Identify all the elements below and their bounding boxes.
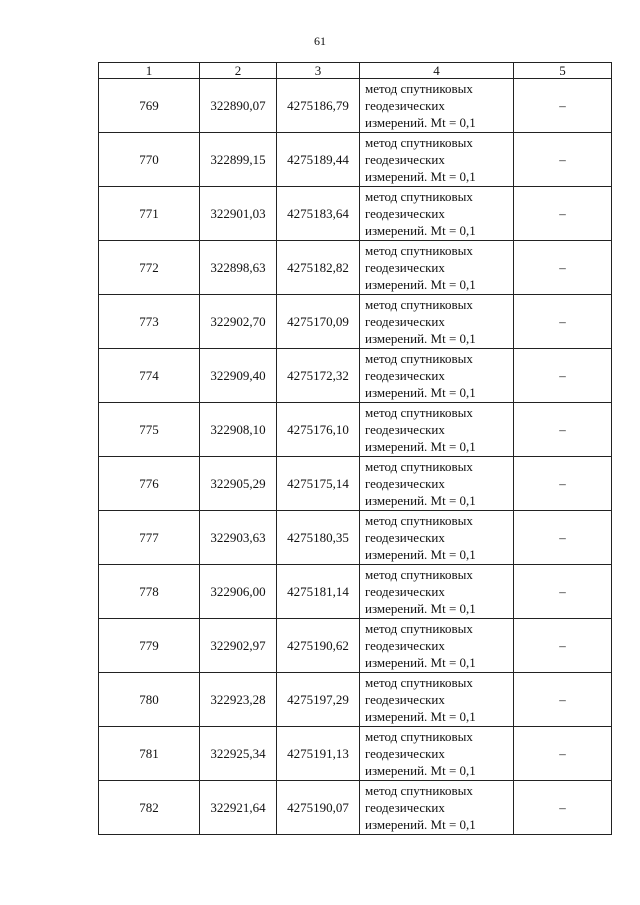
y-coordinate-cell: 4275190,07 [277, 781, 360, 835]
method-line: измерений. Mt = 0,1 [365, 331, 476, 346]
note-cell: – [514, 79, 612, 133]
note-cell: – [514, 187, 612, 241]
note-cell: – [514, 457, 612, 511]
method-line: метод спутниковых [365, 729, 473, 744]
table-row [99, 295, 612, 349]
method-line: измерений. Mt = 0,1 [365, 223, 476, 238]
method-line: метод спутниковых [365, 783, 473, 798]
point-number-cell: 769 [99, 79, 200, 133]
y-coordinate-cell: 4275172,32 [277, 349, 360, 403]
method-cell [360, 241, 514, 295]
header-col-4: 4 [360, 63, 514, 79]
note-cell: – [514, 349, 612, 403]
method-cell [360, 457, 514, 511]
y-coordinate-cell: 4275197,29 [277, 673, 360, 727]
method-cell [360, 295, 514, 349]
y-coordinate-cell: 4275191,13 [277, 727, 360, 781]
x-coordinate-cell: 322921,64 [200, 781, 277, 835]
x-coordinate-cell: 322909,40 [200, 349, 277, 403]
method-line: метод спутниковых [365, 297, 473, 312]
x-coordinate-cell: 322890,07 [200, 79, 277, 133]
table-row [99, 79, 612, 133]
method-line: измерений. Mt = 0,1 [365, 547, 476, 562]
method-cell [360, 349, 514, 403]
method-line: метод спутниковых [365, 351, 473, 366]
table-row [99, 673, 612, 727]
method-line: измерений. Mt = 0,1 [365, 709, 476, 724]
note-cell: – [514, 511, 612, 565]
point-number-cell: 777 [99, 511, 200, 565]
method-line: метод спутниковых [365, 189, 473, 204]
method-cell [360, 187, 514, 241]
point-number-cell: 776 [99, 457, 200, 511]
header-col-1: 1 [99, 63, 200, 79]
table-header [99, 63, 612, 79]
method-cell [360, 619, 514, 673]
method-cell [360, 727, 514, 781]
method-cell [360, 511, 514, 565]
method-line: метод спутниковых [365, 513, 473, 528]
note-cell: – [514, 727, 612, 781]
method-line: измерений. Mt = 0,1 [365, 115, 476, 130]
method-cell [360, 403, 514, 457]
table-row [99, 133, 612, 187]
note-cell: – [514, 241, 612, 295]
table-row [99, 565, 612, 619]
method-line: геодезических [365, 692, 445, 707]
method-line: геодезических [365, 152, 445, 167]
x-coordinate-cell: 322902,70 [200, 295, 277, 349]
point-number-cell: 778 [99, 565, 200, 619]
method-line: измерений. Mt = 0,1 [365, 439, 476, 454]
method-line: метод спутниковых [365, 459, 473, 474]
table-row [99, 241, 612, 295]
point-number-cell: 779 [99, 619, 200, 673]
method-line: метод спутниковых [365, 81, 473, 96]
y-coordinate-cell: 4275175,14 [277, 457, 360, 511]
table-row [99, 187, 612, 241]
x-coordinate-cell: 322925,34 [200, 727, 277, 781]
y-coordinate-cell: 4275186,79 [277, 79, 360, 133]
x-coordinate-cell: 322901,03 [200, 187, 277, 241]
header-col-3: 3 [277, 63, 360, 79]
method-line: геодезических [365, 584, 445, 599]
method-line: геодезических [365, 368, 445, 383]
note-cell: – [514, 133, 612, 187]
method-line: метод спутниковых [365, 135, 473, 150]
method-line: метод спутниковых [365, 405, 473, 420]
method-line: геодезических [365, 206, 445, 221]
x-coordinate-cell: 322923,28 [200, 673, 277, 727]
method-line: измерений. Mt = 0,1 [365, 601, 476, 616]
note-cell: – [514, 673, 612, 727]
table-row [99, 619, 612, 673]
table-row [99, 457, 612, 511]
point-number-cell: 775 [99, 403, 200, 457]
y-coordinate-cell: 4275182,82 [277, 241, 360, 295]
note-cell: – [514, 781, 612, 835]
x-coordinate-cell: 322903,63 [200, 511, 277, 565]
method-line: измерений. Mt = 0,1 [365, 817, 476, 832]
x-coordinate-cell: 322905,29 [200, 457, 277, 511]
method-line: метод спутниковых [365, 621, 473, 636]
header-col-2: 2 [200, 63, 277, 79]
x-coordinate-cell: 322908,10 [200, 403, 277, 457]
table-row [99, 403, 612, 457]
method-line: геодезических [365, 98, 445, 113]
x-coordinate-cell: 322899,15 [200, 133, 277, 187]
header-row [99, 63, 612, 79]
method-line: геодезических [365, 746, 445, 761]
y-coordinate-cell: 4275190,62 [277, 619, 360, 673]
point-number-cell: 774 [99, 349, 200, 403]
method-line: геодезических [365, 638, 445, 653]
method-line: измерений. Mt = 0,1 [365, 169, 476, 184]
page-number: 61 [314, 34, 326, 48]
y-coordinate-cell: 4275176,10 [277, 403, 360, 457]
method-line: геодезических [365, 476, 445, 491]
table-body [99, 79, 612, 835]
table-row [99, 349, 612, 403]
method-cell [360, 133, 514, 187]
table-row [99, 781, 612, 835]
method-line: метод спутниковых [365, 567, 473, 582]
table-row [99, 511, 612, 565]
point-number-cell: 781 [99, 727, 200, 781]
y-coordinate-cell: 4275170,09 [277, 295, 360, 349]
point-number-cell: 780 [99, 673, 200, 727]
point-number-cell: 770 [99, 133, 200, 187]
y-coordinate-cell: 4275183,64 [277, 187, 360, 241]
point-number-cell: 782 [99, 781, 200, 835]
note-cell: – [514, 565, 612, 619]
method-cell [360, 781, 514, 835]
table-row [99, 727, 612, 781]
x-coordinate-cell: 322898,63 [200, 241, 277, 295]
method-line: геодезических [365, 314, 445, 329]
x-coordinate-cell: 322906,00 [200, 565, 277, 619]
x-coordinate-cell: 322902,97 [200, 619, 277, 673]
point-number-cell: 771 [99, 187, 200, 241]
y-coordinate-cell: 4275180,35 [277, 511, 360, 565]
header-col-5: 5 [514, 63, 612, 79]
note-cell: – [514, 403, 612, 457]
y-coordinate-cell: 4275181,14 [277, 565, 360, 619]
method-line: измерений. Mt = 0,1 [365, 655, 476, 670]
method-line: геодезических [365, 530, 445, 545]
method-line: геодезических [365, 422, 445, 437]
method-line: измерений. Mt = 0,1 [365, 763, 476, 778]
method-line: метод спутниковых [365, 243, 473, 258]
y-coordinate-cell: 4275189,44 [277, 133, 360, 187]
method-line: измерений. Mt = 0,1 [365, 493, 476, 508]
method-line: измерений. Mt = 0,1 [365, 277, 476, 292]
method-line: геодезических [365, 800, 445, 815]
point-number-cell: 772 [99, 241, 200, 295]
method-line: метод спутниковых [365, 675, 473, 690]
note-cell: – [514, 619, 612, 673]
method-cell [360, 673, 514, 727]
method-line: измерений. Mt = 0,1 [365, 385, 476, 400]
point-number-cell: 773 [99, 295, 200, 349]
method-cell [360, 79, 514, 133]
method-cell [360, 565, 514, 619]
coordinates-table [98, 62, 612, 835]
method-line: геодезических [365, 260, 445, 275]
note-cell: – [514, 295, 612, 349]
